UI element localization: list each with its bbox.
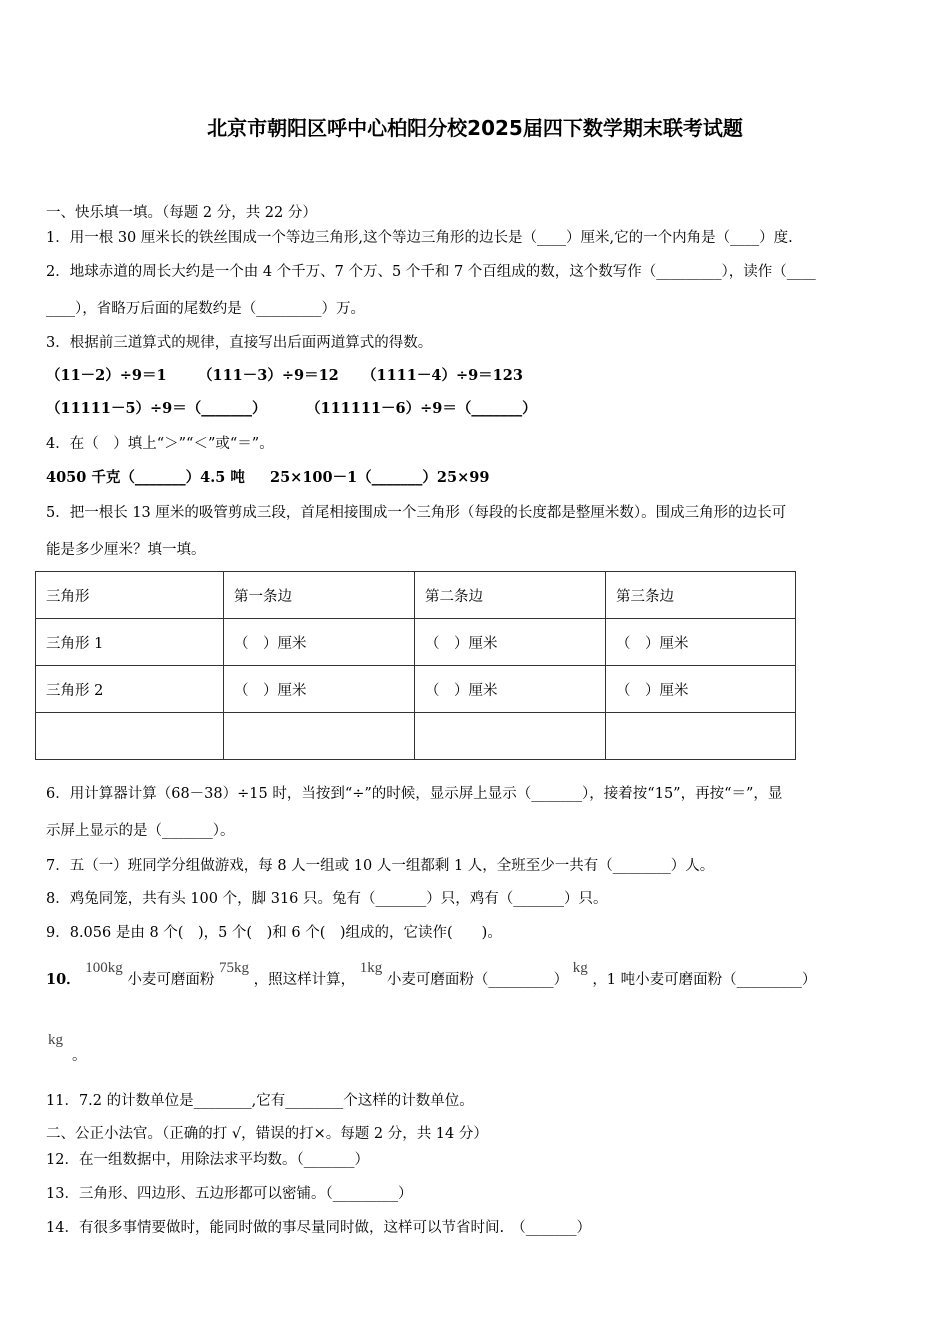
q10-text-2: ，照这样计算， — [253, 972, 356, 988]
table-row — [36, 666, 796, 713]
q3-equation-3: （1111－4）÷9＝123 — [362, 367, 523, 384]
q10-unit-kg-end: kg — [48, 1032, 63, 1048]
table-cell: （ ）厘米 — [224, 619, 415, 666]
q10-unit-1kg: 1kg — [359, 960, 383, 976]
q3-equation-5: （111111－6）÷9＝（_______） — [306, 400, 537, 417]
table-header: 第二条边 — [415, 572, 606, 619]
question-2-line2: ____），省略万后面的尾数约是（_________）万。 — [46, 301, 365, 317]
table-header: 第一条边 — [224, 572, 415, 619]
question-6-line1: 6．用计算器计算（68－38）÷15 时，当按到“÷”的时候，显示屏上显示（_______），接着按“15”，再按“＝”，显 — [46, 786, 783, 802]
page-title: 北京市朝阳区呼中心柏阳分校2025届四下数学期末联考试题 — [207, 116, 743, 140]
q10-trailing-unit — [48, 1030, 63, 1050]
table-cell — [606, 713, 796, 760]
table-header: 第三条边 — [606, 572, 796, 619]
question-6-line2: 示屏上显示的是（_______）。 — [46, 823, 235, 839]
table-cell: （ ）厘米 — [415, 666, 606, 713]
q10-unit-100kg: 100kg — [85, 960, 123, 976]
q10-number: 10． — [46, 971, 81, 988]
table-cell: （ ）厘米 — [224, 666, 415, 713]
table-cell: （ ）厘米 — [415, 619, 606, 666]
q4-compare-a: 4050 千克（_______）4.5 吨 — [46, 469, 245, 486]
q10-text-1: 小麦可磨面粉 — [127, 972, 215, 988]
table-cell: （ ）厘米 — [606, 619, 796, 666]
question-5-line2: 能是多少厘米？填一填。 — [46, 542, 206, 558]
question-3-intro: 3．根据前三道算式的规律，直接写出后面两道算式的得数。 — [46, 335, 433, 351]
question-4-intro: 4．在（ ）填上“＞”“＜”或“＝”。 — [46, 436, 274, 452]
q4-compare-b: 25×100－1（_______）25×99 — [270, 469, 490, 486]
question-10 — [46, 960, 817, 990]
table-row — [36, 713, 796, 760]
table-cell — [36, 713, 224, 760]
table-cell: 三角形 2 — [36, 666, 224, 713]
table-cell — [224, 713, 415, 760]
question-13: 13．三角形、四边形、五边形都可以密铺。（_________） — [46, 1186, 413, 1202]
question-7: 7．五（一）班同学分组做游戏，每 8 人一组或 10 人一组都剩 1 人，全班至少一共有（________）人。 — [46, 858, 715, 874]
q10-text-3: 小麦可磨面粉（_________） — [386, 972, 569, 988]
q10-end-mark: 。 — [72, 1048, 87, 1064]
q10-unit-kg: kg — [572, 960, 588, 976]
q3-equation-2: （111－3）÷9＝12 — [198, 367, 339, 384]
question-2-line1: 2．地球赤道的周长大约是一个由 4 个千万、7 个万、5 个千和 7 个百组成的数，这个数写作（_________），读作（____ — [46, 264, 816, 280]
section2-heading: 二、公正小法官。（正确的打 √，错误的打×。每题 2 分，共 14 分） — [46, 1126, 488, 1142]
question-12: 12．在一组数据中，用除法求平均数。（_______） — [46, 1152, 369, 1168]
table-header: 三角形 — [36, 572, 224, 619]
table-row — [36, 619, 796, 666]
question-1: 1．用一根 30 厘米长的铁丝围成一个等边三角形,这个等边三角形的边长是（____）厘米,它的一个内角是（____）度. — [46, 230, 793, 246]
question-11: 11．7.2 的计数单位是________,它有________个这样的计数单位。 — [46, 1093, 474, 1109]
question-8: 8．鸡兔同笼，共有头 100 个，脚 316 只。兔有（_______）只，鸡有（_______）只。 — [46, 891, 608, 907]
table-cell: 三角形 1 — [36, 619, 224, 666]
q3-equation-1: （11－2）÷9＝1 — [46, 367, 167, 384]
triangle-sides-table — [35, 571, 796, 760]
table-cell: （ ）厘米 — [606, 666, 796, 713]
table-header-row — [36, 572, 796, 619]
q10-text-4: ，1 吨小麦可磨面粉（_________） — [592, 972, 817, 988]
section1-heading: 一、快乐填一填。（每题 2 分，共 22 分） — [46, 205, 317, 221]
q10-unit-75kg: 75kg — [219, 960, 250, 976]
question-5-line1: 5．把一根长 13 厘米的吸管剪成三段，首尾相接围成一个三角形（每段的长度都是整厘米数）。围成三角形的边长可 — [46, 505, 787, 521]
table-cell — [415, 713, 606, 760]
question-9: 9．8.056 是由 8 个( )，5 个( )和 6 个( )组成的，它读作( )。 — [46, 925, 502, 941]
question-14: 14．有很多事情要做时，能同时做的事尽量同时做，这样可以节省时间. （_______） — [46, 1220, 592, 1236]
q3-equation-4: （11111－5）÷9＝（_______） — [46, 400, 267, 417]
